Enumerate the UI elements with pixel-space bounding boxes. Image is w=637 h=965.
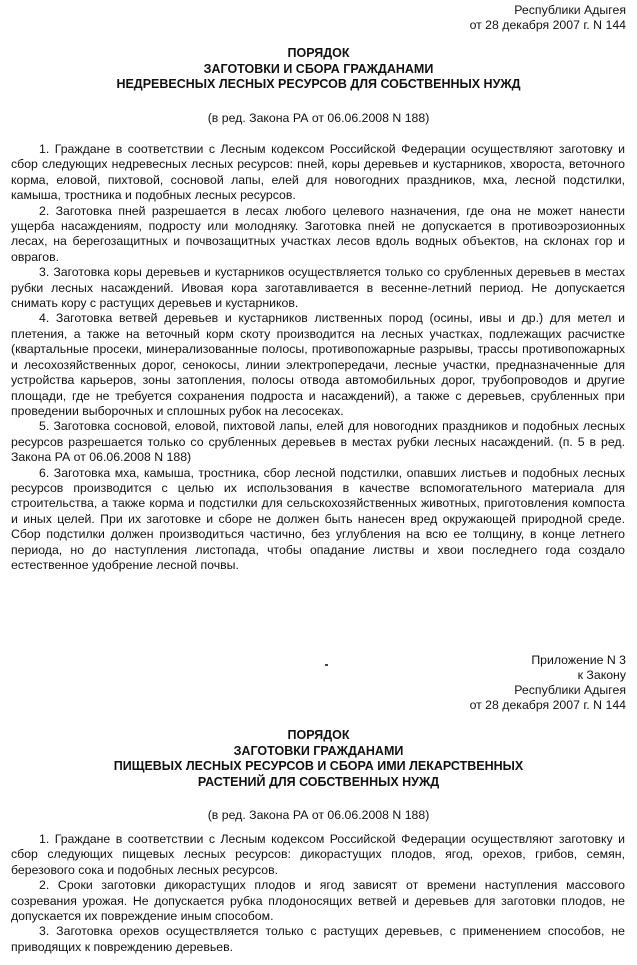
title-line: ПОРЯДОК xyxy=(287,728,350,742)
title-line: ЗАГОТОВКИ И СБОРА ГРАЖДАНАМИ xyxy=(203,61,434,76)
header-line: Республики Адыгея xyxy=(514,683,626,697)
title-line: ПИЩЕВЫХ ЛЕСНЫХ РЕСУРСОВ И СБОРА ИМИ ЛЕКАРСТВЕННЫХ xyxy=(113,759,524,773)
paragraph: 5. Заготовка сосновой, еловой, пихтовой лапы, елей для новогодних праздников и подобных лесных ресурсов разрешается только со срубленных деревьев в местах рубки лесных насаждений. (п. 5 в ред. Закона РА от 06.06.2008 N 188) xyxy=(11,419,625,465)
section-body xyxy=(11,832,625,955)
paragraph: 2. Заготовка пней разрешается в лесах любого целевого назначения, где она не может нанести ущерба насаждениям, подросту или молодняку. Заготовка пней не допускается в противоэрозионных лесах, на берегозащитных и почвозащитных участках лесов вдоль водных объектов, на склонах гор и оврагов. xyxy=(11,203,625,264)
appendix-header xyxy=(470,653,626,713)
title-line: РАСТЕНИЙ ДЛЯ СОБСТВЕННЫХ НУЖД xyxy=(197,774,440,789)
paragraph: 1. Граждане в соответствии с Лесным кодексом Российской Федерации осуществляют заготовку и сбор следующих недревесных лесных ресурсов: пней, коры деревьев и кустарников, хвороста, веточного корма, еловой, пихтовой, сосновой лапы, елей для новогодних праздников, мха, лесной подстилки, камыша, тростника и подобных лесных ресурсов. xyxy=(11,142,625,203)
paragraph: 1. Граждане в соответствии с Лесным кодексом Российской Федерации осуществляют заготовку и сбор следующих пищевых лесных ресурсов: дикорастущих плодов, ягод, орехов, грибов, семян, березового сока и подобных лесных ресурсов. xyxy=(11,832,625,877)
paragraph: 3. Заготовка орехов осуществляется только с растущих деревьев, с применением способов, не приводящих к повреждению деревьев. xyxy=(11,924,625,954)
law-reference-header xyxy=(470,3,626,33)
title-line: ПОРЯДОК xyxy=(287,46,350,60)
title-line: НЕДРЕВЕСНЫХ ЛЕСНЫХ РЕСУРСОВ ДЛЯ СОБСТВЕННЫХ НУЖД xyxy=(116,77,521,91)
section-title xyxy=(0,728,637,790)
paragraph: 4. Заготовка ветвей деревьев и кустарников лиственных пород (осины, ивы и др.) для метел и плетения, а также на веточный корм скоту производится на лесных участках, подлежащих расчистке (квартальные просеки, минерализованные полосы, противопожарные разрывы, трассы противопожарных и лесохозяйственных дорог, сенокосы, линии электропередачи, лесные участки, предназначенные для устройства карьеров, зоны затопления, полосы отвода автомобильных дорог, трубопроводов и другие площади, где не требуется сохранения подроста и насаждений), а также с деревьев, срубленных при проведении выборочных и сплошных рубок на лесосеках. xyxy=(11,311,625,418)
header-line: Приложение N 3 xyxy=(531,653,626,667)
section-title xyxy=(0,46,637,93)
scan-speck xyxy=(325,664,328,666)
header-line: Республики Адыгея xyxy=(514,3,626,17)
section-body xyxy=(11,142,625,573)
paragraph: 2. Сроки заготовки дикорастущих плодов и ягод зависят от времени наступления массового созревания урожая. Не допускается рубка плодоносящих ветвей и деревьев для заготовки плодов, не допускается их повреждение иным способом. xyxy=(11,878,625,924)
paragraph: 6. Заготовка мха, камыша, тростника, сбор лесной подстилки, опавших листьев и подобных лесных ресурсов производится с целью их использования в качестве вспомогательного материала для строительства, а также корма и подстилки для сельскохозяйственных животных, приготовления компоста и иных целей. При их заготовке и сборе не должен быть нанесен вред окружающей природной среде. Сбор подстилки должен производиться частично, без углубления на всю ее толщину, в конце летнего периода, но до наступления листопада, чтобы опадание листвы и хвои последнего года создало естественное удобрение лесной почвы. xyxy=(11,465,625,572)
header-line: от 28 декабря 2007 г. N 144 xyxy=(469,698,626,712)
paragraph: 3. Заготовка коры деревьев и кустарников осуществляется только со срубленных деревьев в местах рубки лесных насаждений. Ивовая кора заготавливается в весенне-летний период. Не допускается снимать кору с растущих деревьев и кустарников. xyxy=(11,265,625,311)
edition-note: (в ред. Закона РА от 06.06.2008 N 188) xyxy=(207,808,430,822)
header-line: к Закону xyxy=(577,668,626,682)
title-line: ЗАГОТОВКИ ГРАЖДАНАМИ xyxy=(233,743,404,758)
edition-note: (в ред. Закона РА от 06.06.2008 N 188) xyxy=(207,111,430,125)
header-line: от 28 декабря 2007 г. N 144 xyxy=(469,18,626,32)
